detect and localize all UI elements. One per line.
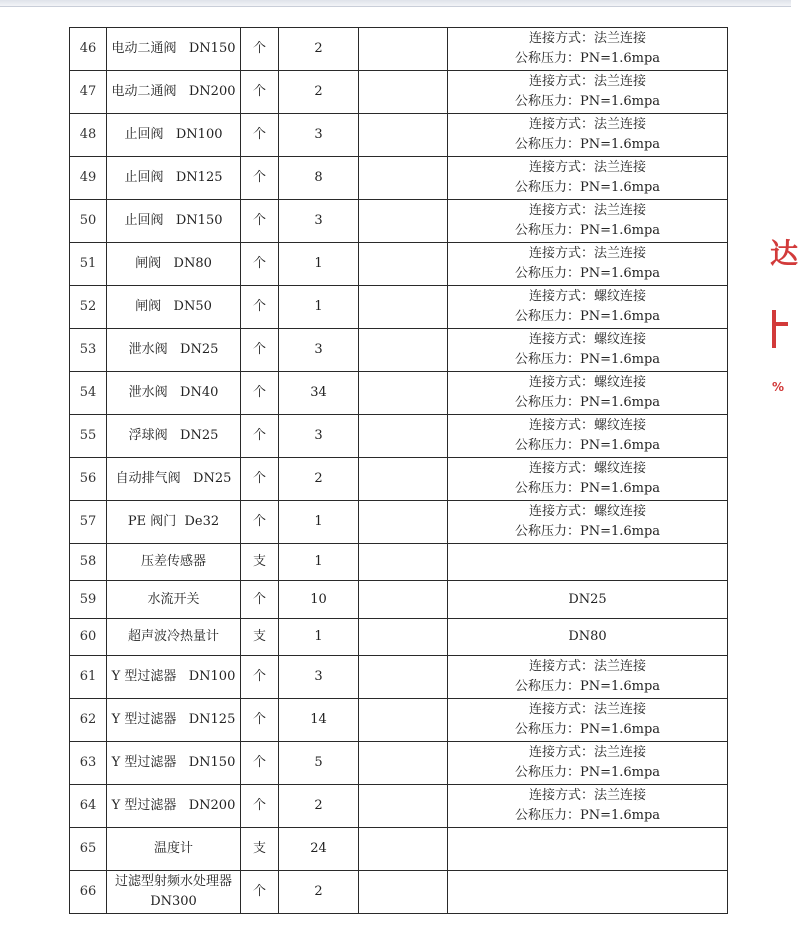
table-row <box>70 501 728 544</box>
unit-cell: 个 <box>241 243 279 286</box>
table-row <box>70 544 728 581</box>
item-name-cell: 止回阀 DN150 <box>107 200 241 243</box>
row-number-cell: 60 <box>70 619 107 656</box>
spec-cell <box>448 699 728 742</box>
remark-cell <box>359 699 448 742</box>
item-name-cell: PE 阀门 De32 <box>107 501 241 544</box>
unit-cell: 个 <box>241 200 279 243</box>
spec-cell <box>448 871 728 914</box>
table-row <box>70 372 728 415</box>
quantity-cell: 3 <box>279 114 359 157</box>
item-name-cell: 闸阀 DN50 <box>107 286 241 329</box>
item-name-cell: 自动排气阀 DN25 <box>107 458 241 501</box>
spec-cell <box>448 372 728 415</box>
quantity-cell: 10 <box>279 581 359 619</box>
quantity-cell: 3 <box>279 415 359 458</box>
table-row <box>70 828 728 871</box>
spec-line: 公称压力：PN=1.6mpa <box>514 180 661 195</box>
item-name-cell: 止回阀 DN100 <box>107 114 241 157</box>
spec-line: DN80 <box>568 629 607 644</box>
table-row <box>70 286 728 329</box>
unit-cell: 支 <box>241 544 279 581</box>
row-number-cell: 59 <box>70 581 107 619</box>
item-name-cell: 电动二通阀 DN150 <box>107 28 241 71</box>
unit-cell: 个 <box>241 581 279 619</box>
unit-cell: 个 <box>241 871 279 914</box>
spec-cell <box>448 243 728 286</box>
unit-cell: 个 <box>241 157 279 200</box>
item-name-cell: 电动二通阀 DN200 <box>107 71 241 114</box>
row-number-cell: 64 <box>70 785 107 828</box>
remark-cell <box>359 372 448 415</box>
window-top-border <box>0 0 791 7</box>
spec-line: 连接方式：法兰连接 <box>528 745 646 760</box>
table-row <box>70 329 728 372</box>
quantity-cell: 2 <box>279 871 359 914</box>
spec-line: 连接方式：法兰连接 <box>528 31 646 46</box>
unit-cell: 个 <box>241 458 279 501</box>
quantity-cell: 2 <box>279 28 359 71</box>
quantity-cell: 1 <box>279 544 359 581</box>
quantity-cell: 14 <box>279 699 359 742</box>
table-row <box>70 71 728 114</box>
spec-line: 连接方式：螺纹连接 <box>528 418 646 433</box>
spec-line: 公称压力：PN=1.6mpa <box>514 137 661 152</box>
spec-cell <box>448 114 728 157</box>
remark-cell <box>359 114 448 157</box>
row-number-cell: 63 <box>70 742 107 785</box>
row-number-cell: 48 <box>70 114 107 157</box>
table-row <box>70 619 728 656</box>
item-name-cell: 浮球阀 DN25 <box>107 415 241 458</box>
row-number-cell: 46 <box>70 28 107 71</box>
unit-cell: 支 <box>241 828 279 871</box>
table-row <box>70 200 728 243</box>
quantity-cell: 1 <box>279 619 359 656</box>
row-number-cell: 62 <box>70 699 107 742</box>
row-number-cell: 51 <box>70 243 107 286</box>
unit-cell: 个 <box>241 699 279 742</box>
remark-cell <box>359 828 448 871</box>
quantity-cell: 3 <box>279 200 359 243</box>
table-row <box>70 656 728 699</box>
spec-cell <box>448 200 728 243</box>
spec-line: 连接方式：螺纹连接 <box>528 332 646 347</box>
remark-cell <box>359 200 448 243</box>
stamp-glyph-mid <box>772 310 790 348</box>
quantity-cell: 5 <box>279 742 359 785</box>
spec-line: 连接方式：螺纹连接 <box>528 504 646 519</box>
remark-cell <box>359 544 448 581</box>
spec-cell <box>448 785 728 828</box>
row-number-cell: 61 <box>70 656 107 699</box>
spec-line: 连接方式：法兰连接 <box>528 74 646 89</box>
equipment-table <box>69 27 728 914</box>
row-number-cell: 58 <box>70 544 107 581</box>
table-row <box>70 458 728 501</box>
unit-cell: 个 <box>241 785 279 828</box>
spec-line: 公称压力：PN=1.6mpa <box>514 722 661 737</box>
spec-line: 连接方式：法兰连接 <box>528 203 646 218</box>
quantity-cell: 34 <box>279 372 359 415</box>
row-number-cell: 57 <box>70 501 107 544</box>
remark-cell <box>359 501 448 544</box>
stamp-glyph-bottom: % <box>772 380 785 394</box>
spec-cell <box>448 656 728 699</box>
remark-cell <box>359 71 448 114</box>
item-name-cell: 泄水阀 DN40 <box>107 372 241 415</box>
remark-cell <box>359 871 448 914</box>
row-number-cell: 54 <box>70 372 107 415</box>
item-name-cell: 压差传感器 <box>107 544 241 581</box>
spec-line: 连接方式：法兰连接 <box>528 659 646 674</box>
spec-line: 连接方式：法兰连接 <box>528 702 646 717</box>
quantity-cell: 2 <box>279 458 359 501</box>
spec-line: 连接方式：法兰连接 <box>528 117 646 132</box>
unit-cell: 个 <box>241 114 279 157</box>
spec-line: DN25 <box>568 591 607 607</box>
spec-cell <box>448 619 728 656</box>
spec-cell <box>448 415 728 458</box>
spec-line: 连接方式：螺纹连接 <box>528 375 646 390</box>
item-name-cell: 泄水阀 DN25 <box>107 329 241 372</box>
table-row <box>70 871 728 914</box>
table-row <box>70 699 728 742</box>
spec-line: 连接方式：法兰连接 <box>528 788 646 803</box>
table-row <box>70 581 728 619</box>
spec-line: 公称压力：PN=1.6mpa <box>514 524 661 539</box>
unit-cell: 个 <box>241 656 279 699</box>
unit-cell: 个 <box>241 286 279 329</box>
unit-cell: 个 <box>241 742 279 785</box>
row-number-cell: 50 <box>70 200 107 243</box>
spec-cell <box>448 157 728 200</box>
remark-cell <box>359 415 448 458</box>
item-name-cell: 闸阀 DN80 <box>107 243 241 286</box>
spec-cell <box>448 71 728 114</box>
row-number-cell: 66 <box>70 871 107 914</box>
row-number-cell: 53 <box>70 329 107 372</box>
spec-line: 公称压力：PN=1.6mpa <box>514 808 661 823</box>
quantity-cell: 8 <box>279 157 359 200</box>
remark-cell <box>359 157 448 200</box>
quantity-cell: 2 <box>279 785 359 828</box>
row-number-cell: 52 <box>70 286 107 329</box>
spec-cell <box>448 544 728 581</box>
spec-line: 公称压力：PN=1.6mpa <box>514 395 661 410</box>
quantity-cell: 1 <box>279 286 359 329</box>
quantity-cell: 1 <box>279 501 359 544</box>
quantity-cell: 3 <box>279 656 359 699</box>
spec-cell <box>448 329 728 372</box>
item-name-cell: 过滤型射频水处理器 DN300 <box>107 871 241 914</box>
spec-cell <box>448 742 728 785</box>
remark-cell <box>359 619 448 656</box>
spec-line: 公称压力：PN=1.6mpa <box>514 765 661 780</box>
red-seal-stamp <box>768 232 798 402</box>
row-number-cell: 49 <box>70 157 107 200</box>
unit-cell: 个 <box>241 71 279 114</box>
quantity-cell: 1 <box>279 243 359 286</box>
spec-cell <box>448 581 728 619</box>
quantity-cell: 3 <box>279 329 359 372</box>
spec-line: 公称压力：PN=1.6mpa <box>514 309 661 324</box>
unit-cell: 个 <box>241 501 279 544</box>
remark-cell <box>359 28 448 71</box>
spec-line: 公称压力：PN=1.6mpa <box>514 94 661 109</box>
remark-cell <box>359 458 448 501</box>
item-name-cell: Y 型过滤器 DN125 <box>107 699 241 742</box>
stamp-glyph-top: 达 <box>770 237 798 270</box>
remark-cell <box>359 742 448 785</box>
remark-cell <box>359 656 448 699</box>
table-row <box>70 28 728 71</box>
row-number-cell: 56 <box>70 458 107 501</box>
unit-cell: 个 <box>241 415 279 458</box>
spec-line: 公称压力：PN=1.6mpa <box>514 223 661 238</box>
table-row <box>70 785 728 828</box>
unit-cell: 个 <box>241 329 279 372</box>
row-number-cell: 65 <box>70 828 107 871</box>
unit-cell: 支 <box>241 619 279 656</box>
table-row <box>70 114 728 157</box>
spec-line: 公称压力：PN=1.6mpa <box>514 679 661 694</box>
remark-cell <box>359 785 448 828</box>
item-name-cell: 止回阀 DN125 <box>107 157 241 200</box>
spec-line: 连接方式：法兰连接 <box>528 246 646 261</box>
item-name-cell: Y 型过滤器 DN100 <box>107 656 241 699</box>
spec-line: 公称压力：PN=1.6mpa <box>514 352 661 367</box>
table-row <box>70 243 728 286</box>
remark-cell <box>359 243 448 286</box>
spec-line: 公称压力：PN=1.6mpa <box>514 51 661 66</box>
item-name-cell: Y 型过滤器 DN200 <box>107 785 241 828</box>
item-name-cell: Y 型过滤器 DN150 <box>107 742 241 785</box>
item-name-cell: 水流开关 <box>107 581 241 619</box>
remark-cell <box>359 581 448 619</box>
remark-cell <box>359 329 448 372</box>
spec-line: 公称压力：PN=1.6mpa <box>514 266 661 281</box>
spec-line: 连接方式：螺纹连接 <box>528 289 646 304</box>
spec-line: 公称压力：PN=1.6mpa <box>514 481 661 496</box>
table-row <box>70 742 728 785</box>
spec-cell <box>448 828 728 871</box>
row-number-cell: 55 <box>70 415 107 458</box>
spec-cell <box>448 458 728 501</box>
table-row <box>70 415 728 458</box>
item-name-cell: 温度计 <box>107 828 241 871</box>
spec-line: 公称压力：PN=1.6mpa <box>514 438 661 453</box>
unit-cell: 个 <box>241 372 279 415</box>
quantity-cell: 2 <box>279 71 359 114</box>
unit-cell: 个 <box>241 28 279 71</box>
item-name-cell: 超声波冷热量计 <box>107 619 241 656</box>
row-number-cell: 47 <box>70 71 107 114</box>
spec-line: 连接方式：螺纹连接 <box>528 461 646 476</box>
spec-cell <box>448 28 728 71</box>
spec-line: 连接方式：法兰连接 <box>528 160 646 175</box>
spec-cell <box>448 286 728 329</box>
quantity-cell: 24 <box>279 828 359 871</box>
spec-cell <box>448 501 728 544</box>
table-row <box>70 157 728 200</box>
remark-cell <box>359 286 448 329</box>
